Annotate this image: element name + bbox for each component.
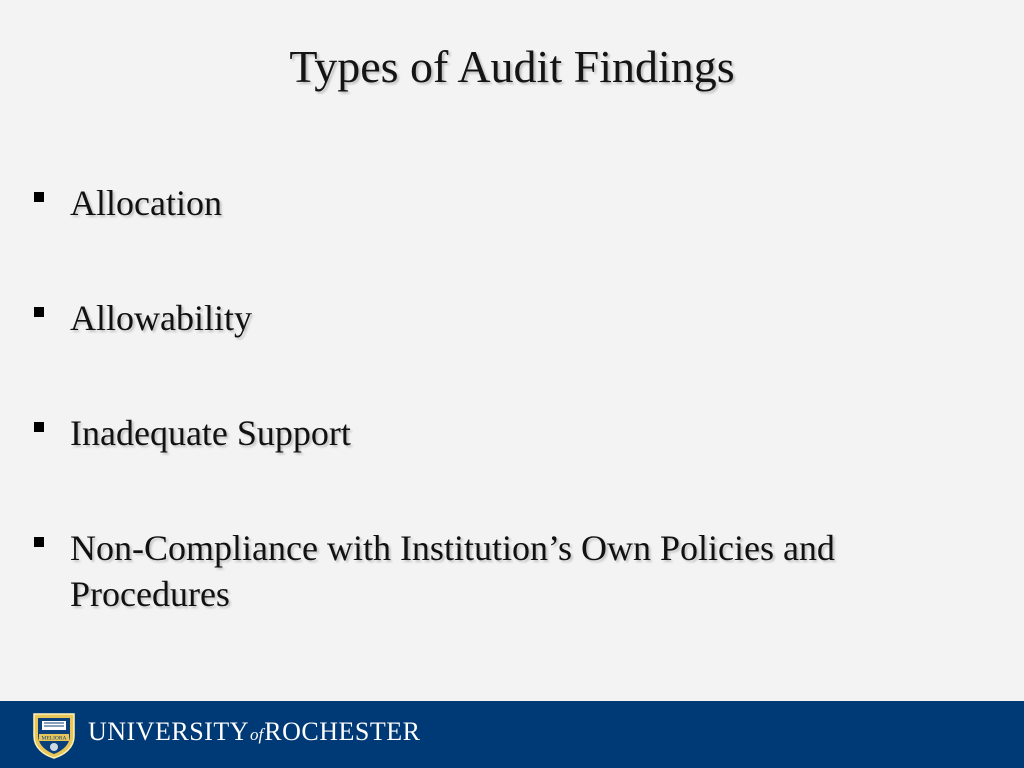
bullet-text: Non-Compliance with Institution’s Own Policies and Procedures: [70, 528, 835, 614]
university-seal-icon: [30, 710, 78, 760]
bullet-text: Inadequate Support: [70, 413, 351, 453]
bullet-text: Allowability: [70, 298, 252, 338]
wordmark-rochester: ROCHESTER: [264, 717, 421, 746]
seal-motto: MELIORA: [41, 735, 67, 742]
slide-title: Types of Audit Findings: [289, 41, 735, 92]
square-bullet-icon: [34, 307, 44, 317]
wordmark-university: UNIVERSITY: [88, 717, 249, 746]
square-bullet-icon: [34, 537, 44, 547]
footer-bar: [0, 701, 1024, 768]
bullet-text: Allocation: [70, 183, 222, 223]
square-bullet-icon: [34, 422, 44, 432]
university-wordmark: [88, 717, 420, 747]
square-bullet-icon: [34, 192, 44, 202]
wordmark-of: of: [250, 725, 264, 744]
